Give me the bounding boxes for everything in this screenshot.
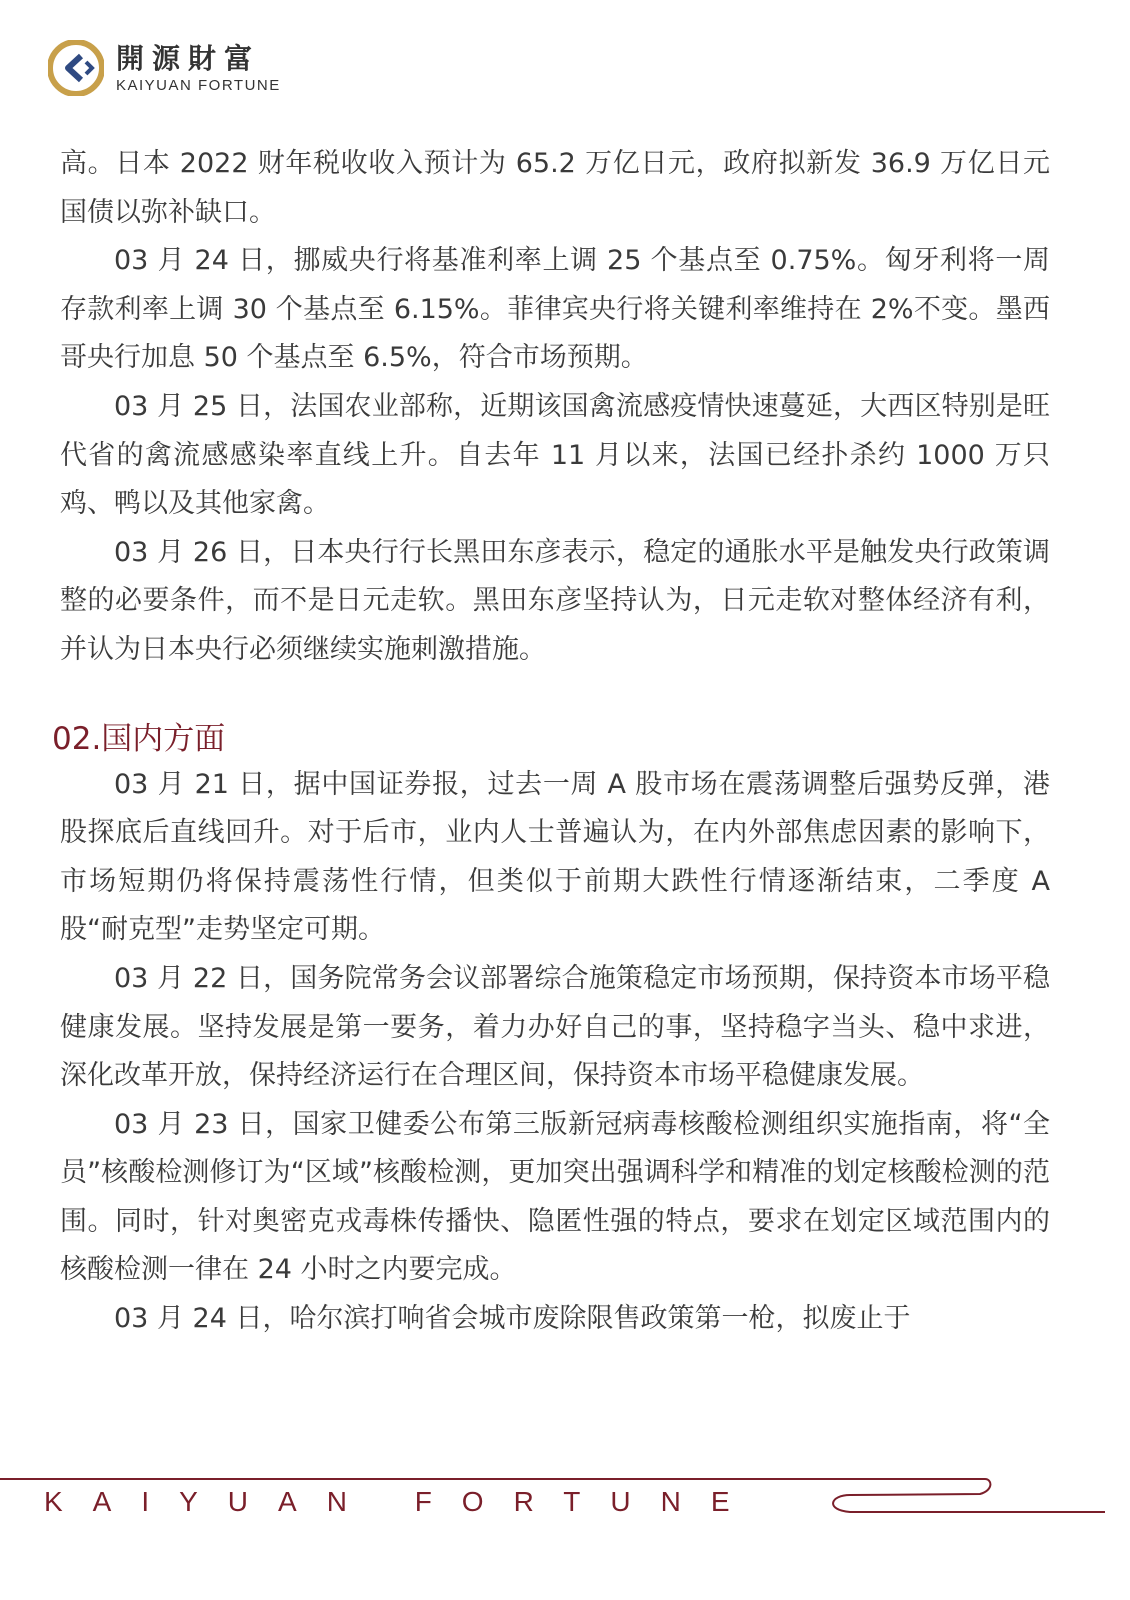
- section-title: 02.国内方面: [52, 720, 226, 757]
- logo: [48, 40, 281, 96]
- logo-english-name: KAIYUAN FORTUNE: [116, 76, 281, 94]
- kaiyuan-logo-icon: [48, 40, 104, 96]
- paragraph: 03 月 26 日，日本央行行长黑田东彦表示，稳定的通胀水平是触发央行政策调整的必要条件，而不是日元走软。黑田东彦坚持认为，日元走软对整体经济有利，并认为日本央行必须继续实施刺激措施。: [60, 536, 1050, 665]
- paragraph: 03 月 25 日，法国农业部称，近期该国禽流感疫情快速蔓延，大西区特别是旺代省的禽流感感染率直线上升。自去年 11 月以来，法国已经扑杀约 1000 万只鸡、鸭以及其他家禽。: [60, 390, 1050, 520]
- paragraph: 03 月 24 日，哈尔滨打响省会城市废除限售政策第一枪，拟废止于: [114, 1303, 911, 1335]
- logo-chinese-name: 開源財富: [116, 41, 261, 75]
- paragraph: 03 月 21 日，据中国证券报，过去一周 A 股市场在震荡调整后强势反弹，港股探底后直线回升。对于后市，业内人士普遍认为，在内外部焦虑因素的影响下，市场短期仍将保持震荡性行情，但类似于前期大跌性行情逐渐结束，二季度 A 股“耐克型”走势坚定可期。: [60, 768, 1050, 946]
- footer-swoosh-icon: [820, 1470, 1110, 1530]
- footer-brand: KAIYUAN FORTUNE: [44, 1486, 760, 1517]
- paragraph: 03 月 24 日，挪威央行将基准利率上调 25 个基点至 0.75%。匈牙利将一周存款利率上调 30 个基点至 6.15%。菲律宾央行将关键利率维持在 2%不变。墨西哥央行加息 50 个基点至 6.5%，符合市场预期。: [60, 245, 1050, 374]
- paragraph: 03 月 23 日，国家卫健委公布第三版新冠病毒核酸检测组织实施指南，将“全员”核酸检测修订为“区域”核酸检测，更加突出强调科学和精准的划定核酸检测的范围。同时，针对奥密克戎毒株传播快、隐匿性强的特点，要求在划定区域范围内的核酸检测一律在 24 小时之内要完成。: [60, 1108, 1050, 1286]
- article-body: [52, 140, 1050, 1344]
- paragraph: 03 月 22 日，国务院常务会议部署综合施策稳定市场预期，保持资本市场平稳健康发展。坚持发展是第一要务，着力办好自己的事，坚持稳字当头、稳中求进，深化改革开放，保持经济运行在合理区间，保持资本市场平稳健康发展。: [60, 962, 1050, 1092]
- paragraph: 高。日本 2022 财年税收收入预计为 65.2 万亿日元，政府拟新发 36.9 万亿日元国债以弥补缺口。: [60, 148, 1050, 228]
